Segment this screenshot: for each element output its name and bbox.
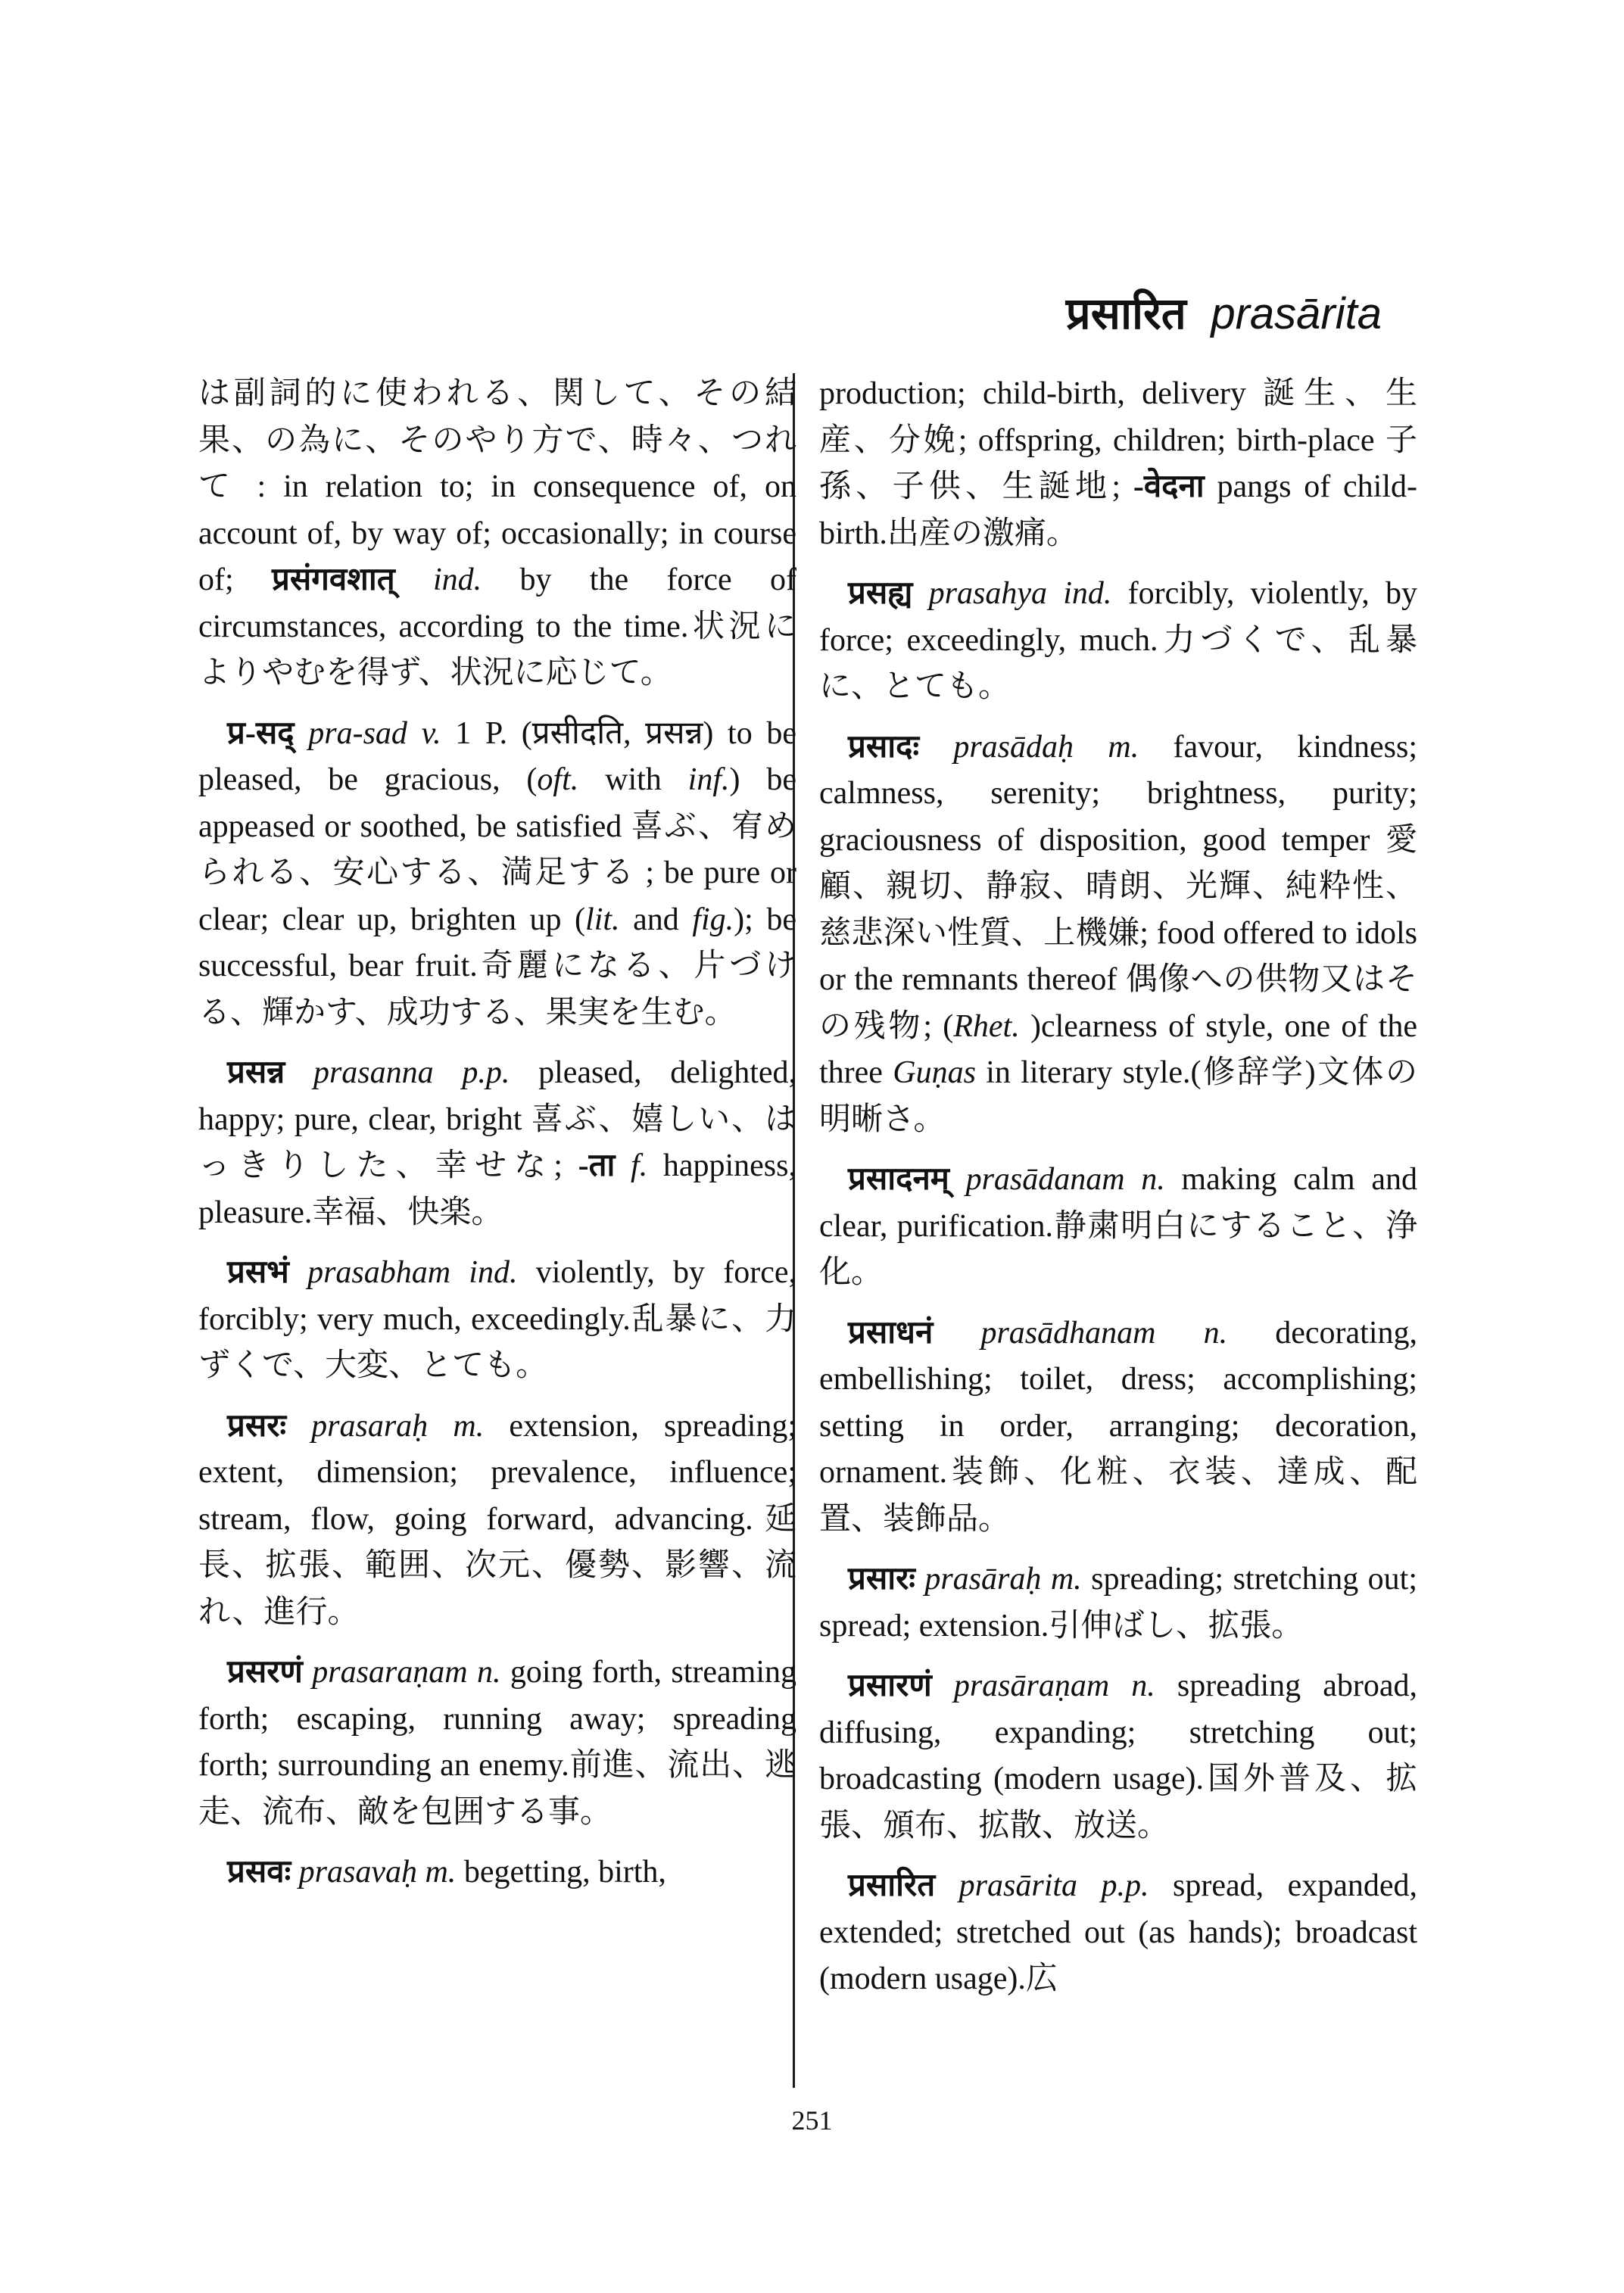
sub-headword: प्रसंगवशात् xyxy=(271,562,395,597)
transliteration: prasāraṇam n. xyxy=(953,1668,1155,1703)
page-number: 251 xyxy=(791,2105,833,2136)
dictionary-entry: प्रसारित prasārita p.p. spread, expanded, extended; stretched out (as hands); broadcast (modern usage).広 xyxy=(819,1868,1418,1996)
transliteration: prasādhanam n. xyxy=(980,1315,1228,1351)
left-column xyxy=(198,371,796,1910)
headword: प्रसारणं xyxy=(848,1668,932,1703)
dictionary-entry: प्रसाधनं prasādhanam n. decorating, embellishing; toilet, dress; accomplishing; setting in order, arranging; decoration, ornament.装飾、化粧、衣装、達成、配置、装飾品。 xyxy=(819,1315,1417,1537)
headword: प्रसरणं xyxy=(227,1655,303,1690)
transliteration: prasahya ind. xyxy=(928,576,1112,611)
transliteration: prasādanam n. xyxy=(965,1162,1165,1197)
dictionary-entry: प्रसवः prasavaḥ m. begetting, birth, xyxy=(227,1855,666,1890)
dictionary-entry: प्रसारः prasāraḥ m. spreading; stretching out; spread; extension.引伸ばし、拡張。 xyxy=(819,1562,1417,1643)
running-head xyxy=(1066,282,1382,341)
headword: प्रसादः xyxy=(848,729,919,765)
dictionary-entry: प्रसादः prasādaḥ m. favour, kindness; calmness, serenity; brightness, purity; graciousness of disposition, good temper 愛顧、親切、静寂、晴朗、光輝、純粋性、慈悲深い性質、上機嫌; food offered to idols or the remnants thereof 偶像への供物又はその残物; (Rhet. )clearness of style, one of the three Guṇas in literary style.(修辞学)文体の明晰さ。 xyxy=(819,729,1417,1137)
transliteration: prasāraḥ m. xyxy=(924,1562,1082,1597)
dictionary-entry: は副詞的に使われる、関して、その結果、の為に、そのやり方で、時々、つれて : in relation to; in consequence of, on account of, by way of; occasionally; in course of; प्रसंगवशात् ind. by the force of circumstances, according to the time.状況によりやむを得ず、状況に応じて。 xyxy=(198,376,797,690)
dictionary-entry: प्रसन्न prasanna p.p. pleased, delighted, happy; pure, clear, bright 喜ぶ、嬉しい、はっきりした、幸せな; -ता f. happiness, pleasure.幸福、快楽。 xyxy=(198,1055,797,1230)
dictionary-entry: प्र-सद् pra-sad v. 1 P. (प्रसीदति, प्रसन्न) to be pleased, be gracious, (oft. with inf.) be appeased or soothed, be satisfied 喜ぶ、宥められる、安心する、満足する ; be pure or clear; clear up, brighten up (lit. and fig.); be successful, bear fruit.奇麗になる、片づける、輝かす、成功する、果実を生む。 xyxy=(198,715,797,1030)
transliteration: prasaraḥ m. xyxy=(311,1408,485,1444)
headword: प्रसरः xyxy=(227,1408,286,1444)
sub-headword: -ता xyxy=(578,1148,616,1183)
headword: प्रसारः xyxy=(848,1562,915,1597)
transliteration: prasavaḥ m. xyxy=(298,1855,457,1890)
running-head-roman: prasārita xyxy=(1211,289,1382,338)
headword: प्रसह्य xyxy=(848,576,913,611)
transliteration: prasanna p.p. xyxy=(313,1055,510,1090)
transliteration: prasārita p.p. xyxy=(959,1868,1149,1903)
sub-headword: -वेदना xyxy=(1133,469,1205,504)
dictionary-entry: प्रसरणं prasaraṇam n. going forth, streaming forth; escaping, running away; spreading forth; surrounding an enemy.前進、流出、逃走、流布、敵を包囲する事。 xyxy=(198,1655,796,1830)
transliteration: pra-sad v. xyxy=(308,715,441,751)
headword: प्रसन्न xyxy=(227,1055,285,1090)
dictionary-entry: production; child-birth, delivery 誕生、生産、分娩; offspring, children; birth-place 子孫、子供、生誕地; -वेदना pangs of child-birth.出産の激痛。 xyxy=(819,376,1417,551)
dictionary-entry: प्रसभं prasabham ind. violently, by force, forcibly; very much, exceedingly.乱暴に、力ずくで、大変、とても。 xyxy=(198,1255,796,1383)
transliteration: prasabham ind. xyxy=(307,1255,518,1290)
headword: प्रसादनम् xyxy=(848,1162,949,1197)
dictionary-entry: प्रसादनम् prasādanam n. making calm and clear, purification.静粛明白にすること、浄化。 xyxy=(819,1162,1417,1290)
headword: प्रसभं xyxy=(227,1255,289,1290)
headword: प्र-सद् xyxy=(227,715,295,751)
running-head-devanagari: प्रसारित xyxy=(1065,289,1186,338)
dictionary-entry: प्रसरः prasaraḥ m. extension, spreading; extent, dimension; prevalence, influence; stream, flow, going forward, advancing.延長、拡張、範囲、次元、優勢、影響、流れ、進行。 xyxy=(198,1408,796,1630)
headword: प्रसवः xyxy=(227,1855,291,1890)
headword: प्रसाधनं xyxy=(848,1315,934,1351)
transliteration: prasaraṇam n. xyxy=(312,1655,501,1690)
dictionary-entry: प्रसह्य prasahya ind. forcibly, violently, by force; exceedingly, much.力づくで、乱暴に、とても。 xyxy=(819,576,1417,704)
headword: प्रसारित xyxy=(848,1868,936,1903)
right-column xyxy=(819,371,1417,2017)
dictionary-entry: प्रसारणं prasāraṇam n. spreading abroad, diffusing, expanding; stretching out; broadcasting (modern usage).国外普及、拡張、頒布、拡散、放送。 xyxy=(819,1668,1417,1843)
transliteration: prasādaḥ m. xyxy=(953,729,1139,765)
